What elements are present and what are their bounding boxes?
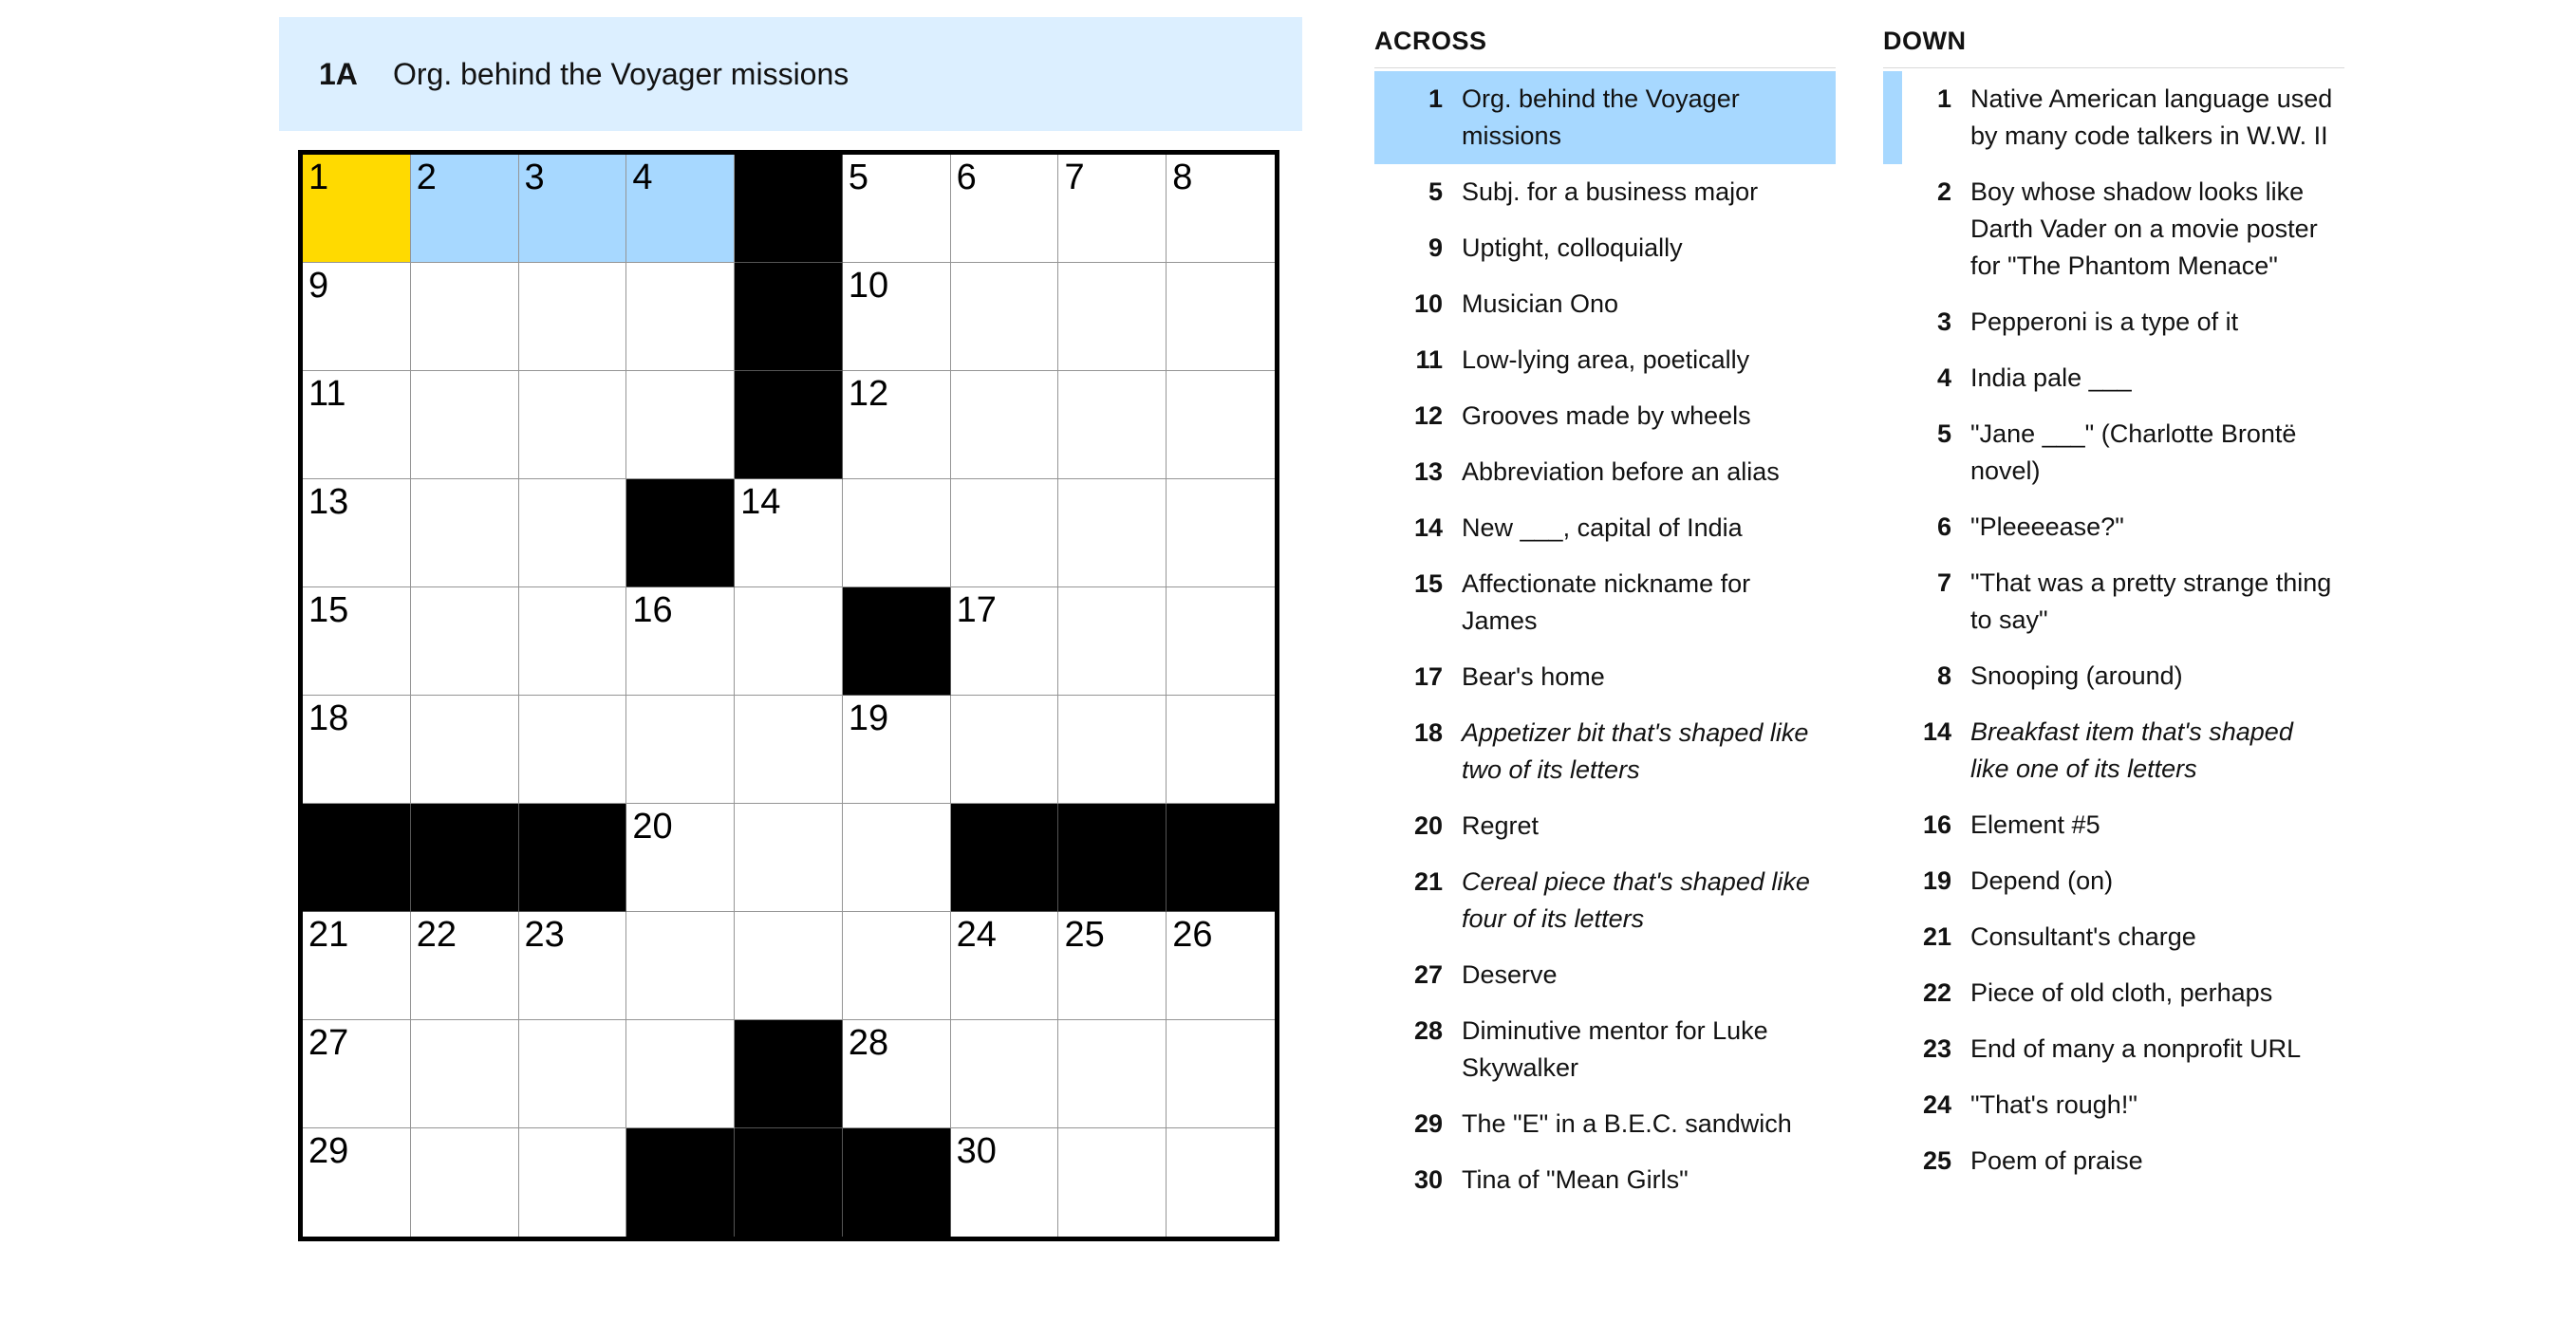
grid-block-cell [951, 804, 1059, 912]
grid-block-cell [519, 804, 627, 912]
clue-number: 21 [1922, 922, 1951, 951]
down-clue-19[interactable] [1883, 853, 2344, 909]
across-clue-21[interactable] [1374, 854, 1836, 947]
current-clue-number: 1A [319, 56, 358, 91]
clue-text: "That's rough!" [1970, 1090, 2137, 1119]
down-clue-4[interactable] [1883, 350, 2344, 406]
cell-number: 20 [632, 807, 673, 847]
grid-cell[interactable] [843, 804, 951, 912]
clue-text: Regret [1462, 811, 1540, 840]
grid-cell[interactable] [1058, 587, 1167, 696]
across-clue-11[interactable] [1374, 332, 1836, 388]
clue-number: 5 [1428, 177, 1443, 206]
grid-cell[interactable] [303, 587, 411, 696]
grid-block-cell [1058, 804, 1167, 912]
down-clue-25[interactable] [1883, 1133, 2344, 1189]
grid-cell[interactable] [1058, 1128, 1167, 1237]
clue-text: "Jane ___" (Charlotte Brontë novel) [1970, 419, 2297, 485]
grid-cell[interactable] [1058, 371, 1167, 479]
clue-number: 6 [1936, 512, 1951, 541]
grid-cell[interactable] [951, 587, 1059, 696]
cell-number: 9 [308, 266, 329, 306]
across-clue-17[interactable] [1374, 649, 1836, 705]
grid-block-cell [626, 1128, 735, 1237]
down-clue-3[interactable] [1883, 294, 2344, 350]
grid-cell[interactable] [303, 696, 411, 804]
grid-cell[interactable] [519, 155, 627, 263]
down-clue-6[interactable] [1883, 499, 2344, 555]
clue-number: 12 [1413, 401, 1443, 430]
clue-number: 1 [1936, 84, 1951, 113]
cell-number: 13 [308, 482, 349, 522]
clue-number: 17 [1413, 662, 1443, 691]
grid-cell[interactable] [735, 696, 843, 804]
crossword-grid[interactable] [298, 150, 1279, 1241]
cell-number: 4 [632, 158, 653, 197]
clue-number: 9 [1428, 233, 1443, 262]
clue-text: Tina of "Mean Girls" [1462, 1165, 1689, 1194]
grid-cell[interactable] [1167, 912, 1275, 1020]
grid-block-cell [843, 1128, 951, 1237]
grid-cell[interactable] [303, 912, 411, 1020]
grid-cell[interactable] [519, 696, 627, 804]
cell-number: 25 [1064, 915, 1105, 955]
clue-number: 13 [1413, 457, 1443, 486]
current-clue-text: Org. behind the Voyager missions [393, 56, 849, 91]
grid-cell[interactable] [843, 155, 951, 263]
grid-cell[interactable] [519, 587, 627, 696]
clue-number: 27 [1413, 960, 1443, 989]
clue-text: Element #5 [1970, 810, 2100, 839]
grid-cell[interactable] [626, 804, 735, 912]
cell-number: 12 [848, 374, 889, 414]
down-clue-14[interactable] [1883, 704, 2344, 797]
grid-cell[interactable] [411, 479, 519, 587]
down-clue-7[interactable] [1883, 555, 2344, 648]
grid-cell[interactable] [411, 1128, 519, 1237]
down-clue-16[interactable] [1883, 797, 2344, 853]
grid-block-cell [735, 155, 843, 263]
cell-number: 5 [848, 158, 869, 197]
grid-cell[interactable] [951, 371, 1059, 479]
grid-block-cell [735, 371, 843, 479]
across-clue-29[interactable] [1374, 1096, 1836, 1152]
grid-cell[interactable] [735, 479, 843, 587]
across-clue-27[interactable] [1374, 947, 1836, 1003]
clue-number: 7 [1936, 568, 1951, 597]
grid-cell[interactable] [303, 1128, 411, 1237]
across-clue-9[interactable] [1374, 220, 1836, 276]
clue-number: 19 [1922, 866, 1951, 895]
cell-number: 11 [308, 374, 346, 414]
clue-text: Deserve [1462, 960, 1558, 989]
cell-number: 10 [848, 266, 889, 306]
grid-cell[interactable] [1058, 263, 1167, 371]
down-clue-1[interactable] [1883, 71, 2344, 164]
clue-number: 18 [1413, 718, 1443, 747]
grid-block-cell [735, 263, 843, 371]
grid-cell[interactable] [951, 263, 1059, 371]
grid-cell[interactable] [626, 1020, 735, 1128]
down-heading: DOWN [1883, 27, 2344, 68]
grid-cell[interactable] [1167, 1020, 1275, 1128]
cell-number: 18 [308, 698, 349, 738]
down-clue-24[interactable] [1883, 1077, 2344, 1133]
grid-cell[interactable] [1167, 371, 1275, 479]
across-clue-28[interactable] [1374, 1003, 1836, 1096]
clue-number: 22 [1922, 978, 1951, 1007]
clue-number: 30 [1413, 1165, 1443, 1194]
cell-number: 16 [632, 590, 673, 630]
cell-number: 29 [308, 1131, 349, 1171]
grid-cell[interactable] [519, 371, 627, 479]
grid-cell[interactable] [1167, 587, 1275, 696]
grid-cell[interactable] [626, 263, 735, 371]
grid-cell[interactable] [303, 263, 411, 371]
clue-text: Cereal piece that's shaped like four of its letters [1462, 867, 1810, 933]
clue-text: Uptight, colloquially [1462, 233, 1683, 262]
grid-cell[interactable] [1058, 696, 1167, 804]
grid-cell[interactable] [411, 587, 519, 696]
across-clue-15[interactable] [1374, 556, 1836, 649]
down-clue-8[interactable] [1883, 648, 2344, 704]
clue-text: Consultant's charge [1970, 922, 2196, 951]
cell-number: 7 [1064, 158, 1085, 197]
grid-block-cell [735, 1020, 843, 1128]
grid-cell[interactable] [303, 479, 411, 587]
clue-number: 1 [1428, 84, 1443, 113]
clue-number: 24 [1922, 1090, 1951, 1119]
clue-number: 4 [1936, 363, 1951, 392]
cell-number: 24 [956, 915, 997, 955]
grid-cell[interactable] [1058, 479, 1167, 587]
clue-text: New ___, capital of India [1462, 513, 1743, 542]
grid-cell[interactable] [735, 912, 843, 1020]
grid-block-cell [626, 479, 735, 587]
cell-number: 14 [740, 482, 781, 522]
grid-cell[interactable] [519, 1128, 627, 1237]
clue-text: Low-lying area, poetically [1462, 345, 1750, 374]
clue-text: Boy whose shadow looks like Darth Vader on a movie poster for "The Phantom Menace" [1970, 177, 2318, 280]
grid-cell[interactable] [411, 263, 519, 371]
clue-text: Grooves made by wheels [1462, 401, 1751, 430]
cell-number: 1 [308, 158, 329, 197]
grid-cell[interactable] [735, 804, 843, 912]
clue-text: Depend (on) [1970, 866, 2114, 895]
grid-cell[interactable] [626, 155, 735, 263]
grid-block-cell [411, 804, 519, 912]
grid-cell[interactable] [519, 1020, 627, 1128]
grid-cell[interactable] [843, 912, 951, 1020]
clue-text: Org. behind the Voyager missions [1462, 84, 1740, 150]
grid-cell[interactable] [951, 155, 1059, 263]
across-clue-13[interactable] [1374, 444, 1836, 500]
grid-cell[interactable] [951, 1128, 1059, 1237]
cell-number: 30 [956, 1131, 997, 1171]
grid-cell[interactable] [843, 479, 951, 587]
clue-text: Subj. for a business major [1462, 177, 1759, 206]
cell-number: 15 [308, 590, 349, 630]
cell-number: 6 [956, 158, 977, 197]
grid-cell[interactable] [303, 371, 411, 479]
grid-cell[interactable] [303, 1020, 411, 1128]
clue-text: Abbreviation before an alias [1462, 457, 1780, 486]
grid-block-cell [1167, 804, 1275, 912]
clue-text: Piece of old cloth, perhaps [1970, 978, 2273, 1007]
clue-number: 25 [1922, 1146, 1951, 1175]
clue-number: 23 [1922, 1034, 1951, 1063]
clue-text: India pale ___ [1970, 363, 2132, 392]
grid-cell-selected[interactable] [303, 155, 411, 263]
clue-text: Musician Ono [1462, 289, 1619, 318]
grid-cell[interactable] [843, 263, 951, 371]
cell-number: 23 [524, 915, 565, 955]
cell-number: 3 [524, 158, 545, 197]
clue-number: 5 [1936, 419, 1951, 448]
grid-block-cell [735, 1128, 843, 1237]
grid-cell[interactable] [626, 696, 735, 804]
clue-text: Bear's home [1462, 662, 1605, 691]
cell-number: 26 [1172, 915, 1213, 955]
clue-text: Breakfast item that's shaped like one of its letters [1970, 717, 2293, 783]
grid-cell[interactable] [1167, 1128, 1275, 1237]
grid-cell[interactable] [1058, 1020, 1167, 1128]
clue-text: Pepperoni is a type of it [1970, 307, 2239, 336]
clue-text: Appetizer bit that's shaped like two of its letters [1462, 718, 1809, 784]
clue-text: "That was a pretty strange thing to say" [1970, 568, 2332, 634]
current-clue-bar[interactable] [279, 17, 1302, 131]
down-clue-23[interactable] [1883, 1021, 2344, 1077]
cell-number: 22 [416, 915, 457, 955]
grid-block-cell [843, 587, 951, 696]
grid-cell[interactable] [1167, 696, 1275, 804]
grid-cell[interactable] [626, 912, 735, 1020]
grid-cell[interactable] [411, 696, 519, 804]
clue-number: 14 [1922, 717, 1951, 746]
grid-cell[interactable] [735, 587, 843, 696]
cell-number: 21 [308, 915, 349, 955]
grid-cell[interactable] [1167, 263, 1275, 371]
grid-cell[interactable] [843, 696, 951, 804]
grid-cell[interactable] [411, 155, 519, 263]
across-clue-1[interactable] [1374, 71, 1836, 164]
grid-cell[interactable] [843, 1020, 951, 1128]
clue-number: 14 [1413, 513, 1443, 542]
down-clue-list [1883, 27, 2344, 1203]
grid-cell[interactable] [1167, 155, 1275, 263]
clue-number: 10 [1413, 289, 1443, 318]
clue-text: Diminutive mentor for Luke Skywalker [1462, 1016, 1768, 1082]
grid-cell[interactable] [626, 371, 735, 479]
clue-number: 2 [1936, 177, 1951, 206]
clue-number: 15 [1413, 569, 1443, 598]
clue-number: 11 [1415, 345, 1443, 374]
clue-number: 8 [1936, 661, 1951, 690]
clue-text: Affectionate nickname for James [1462, 569, 1751, 635]
grid-cell[interactable] [1167, 479, 1275, 587]
across-clue-20[interactable] [1374, 798, 1836, 854]
clue-number: 21 [1413, 867, 1443, 896]
clue-number: 29 [1413, 1109, 1443, 1138]
across-clue-14[interactable] [1374, 500, 1836, 556]
grid-cell[interactable] [843, 371, 951, 479]
across-clues [1374, 71, 1836, 1194]
down-clue-2[interactable] [1883, 164, 2344, 294]
grid-block-cell [303, 804, 411, 912]
grid-cell[interactable] [1058, 912, 1167, 1020]
grid-cell[interactable] [951, 1020, 1059, 1128]
cell-number: 28 [848, 1023, 889, 1063]
across-clue-30[interactable] [1374, 1152, 1836, 1194]
across-clue-list [1374, 27, 1836, 1194]
across-heading: ACROSS [1374, 27, 1836, 68]
clue-text: "Pleeeease?" [1970, 512, 2124, 541]
clue-text: Native American language used by many code talkers in W.W. II [1970, 84, 2333, 150]
cell-number: 19 [848, 698, 889, 738]
grid-cell[interactable] [519, 912, 627, 1020]
clue-number: 16 [1922, 810, 1951, 839]
clue-text: Poem of praise [1970, 1146, 2143, 1175]
clue-text: End of many a nonprofit URL [1970, 1034, 2302, 1063]
clue-number: 20 [1413, 811, 1443, 840]
across-clue-10[interactable] [1374, 276, 1836, 332]
grid-cell[interactable] [411, 371, 519, 479]
grid-cell[interactable] [1058, 155, 1167, 263]
down-clue-5[interactable] [1883, 406, 2344, 499]
down-clue-22[interactable] [1883, 965, 2344, 1021]
across-clue-5[interactable] [1374, 164, 1836, 220]
clue-text: The "E" in a B.E.C. sandwich [1462, 1109, 1792, 1138]
clue-number: 3 [1936, 307, 1951, 336]
grid-cell[interactable] [519, 479, 627, 587]
down-clue-21[interactable] [1883, 909, 2344, 965]
grid-cell[interactable] [951, 479, 1059, 587]
grid-cell[interactable] [951, 696, 1059, 804]
grid-cell[interactable] [951, 912, 1059, 1020]
grid-cell[interactable] [411, 1020, 519, 1128]
cell-number: 2 [416, 158, 437, 197]
across-clue-12[interactable] [1374, 388, 1836, 444]
grid-cell[interactable] [519, 263, 627, 371]
across-clue-18[interactable] [1374, 705, 1836, 798]
cell-number: 8 [1172, 158, 1193, 197]
cell-number: 17 [956, 590, 997, 630]
grid-cell[interactable] [411, 912, 519, 1020]
down-clues [1883, 71, 2344, 1189]
clue-text: Snooping (around) [1970, 661, 2183, 690]
grid-cell[interactable] [626, 587, 735, 696]
clue-number: 28 [1413, 1016, 1443, 1045]
cell-number: 27 [308, 1023, 349, 1063]
